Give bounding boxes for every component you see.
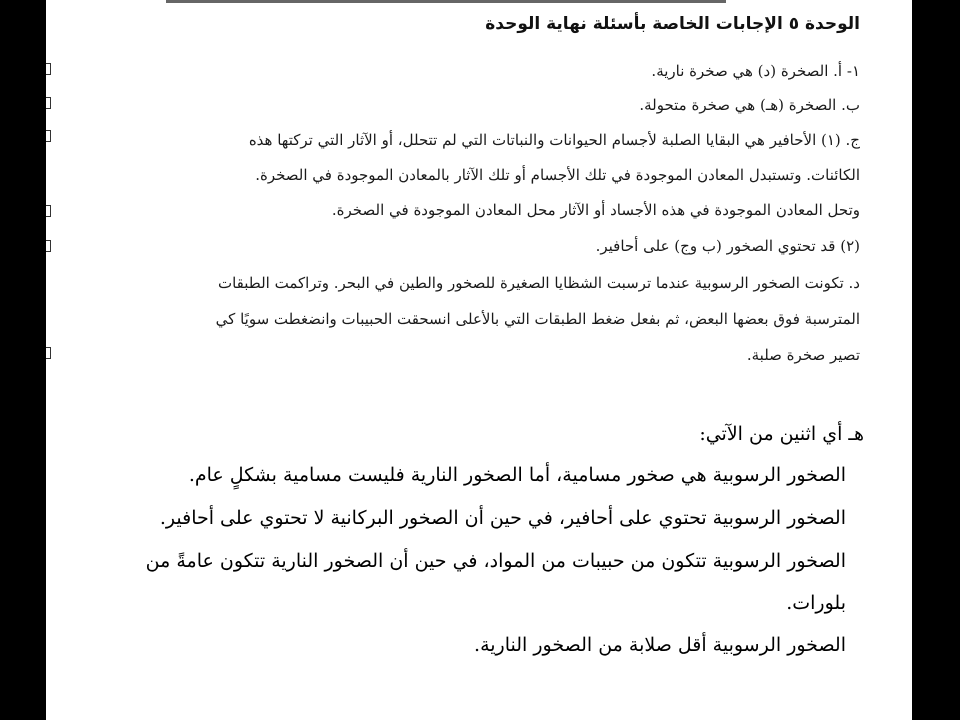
margin-marker: [46, 240, 51, 252]
answer-1d-line2: المترسبة فوق بعضها البعض، ثم بفعل ضغط الطبقات التي بالأعلى انسحقت الحبيبات وانضغطت سويًا كي: [215, 310, 860, 328]
part-h-item-continued: بلورات.: [786, 592, 846, 614]
part-h-heading: هـ أي اثنين من الآتي:: [699, 423, 864, 445]
part-h-item: الصخور الرسوبية تتكون من حبيبات من المواد، في حين أن الصخور النارية تتكون عامةً من: [145, 550, 846, 572]
margin-marker: [46, 63, 51, 75]
page-title: الوحدة ٥ الإجابات الخاصة بأسئلة نهاية الوحدة: [485, 14, 860, 34]
margin-marker: [46, 205, 51, 217]
answer-1a: ١- أ. الصخرة (د) هي صخرة نارية.: [651, 62, 860, 80]
answer-1d-line3: تصير صخرة صلبة.: [746, 346, 860, 364]
answer-1c-line2: الكائنات. وتستبدل المعادن الموجودة في تلك الأجسام أو تلك الآثار بالمعادن الموجودة في الصخرة.: [255, 166, 860, 184]
margin-marker: [46, 97, 51, 109]
answer-1c-line3: وتحل المعادن الموجودة في هذه الأجساد أو الآثار محل المعادن الموجودة في الصخرة.: [331, 201, 860, 219]
part-h-item: الصخور الرسوبية أقل صلابة من الصخور النارية.: [474, 634, 846, 656]
part-h-item: الصخور الرسوبية هي صخور مسامية، أما الصخور النارية فليست مسامية بشكلٍ عام.: [188, 464, 846, 486]
document-page: [46, 0, 912, 720]
margin-marker: [46, 130, 51, 142]
answer-1c-part2: (٢) قد تحتوي الصخور (ب وج) على أحافير.: [595, 237, 860, 255]
answer-1d-line1: د. تكونت الصخور الرسوبية عندما ترسبت الشظايا الصغيرة للصخور والطين في البحر. وتراكمت الطبقات: [217, 274, 860, 292]
part-h-item: الصخور الرسوبية تحتوي على أحافير، في حين أن الصخور البركانية لا تحتوي على أحافير.: [159, 507, 846, 529]
top-rule: [166, 0, 726, 3]
answer-1b: ب. الصخرة (هـ) هي صخرة متحولة.: [639, 96, 860, 114]
answer-1c-line1: ج. (١) الأحافير هي البقايا الصلبة لأجسام الحيوانات والنباتات التي لم تتحلل، أو الآثار التي تركتها هذه: [248, 131, 860, 149]
margin-marker: [46, 347, 51, 359]
